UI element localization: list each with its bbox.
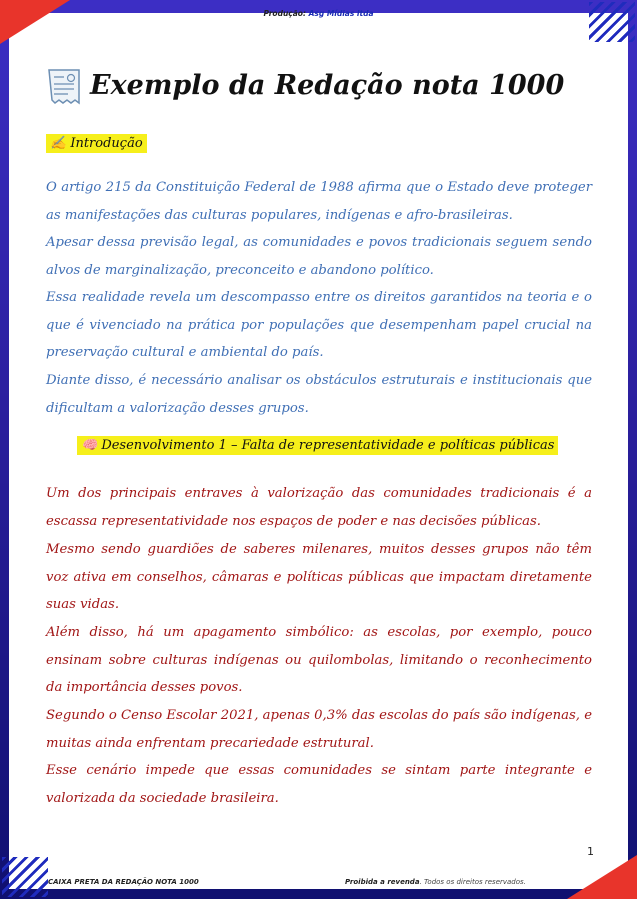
intro-paragraph: Essa realidade revela um descompasso entre os direitos garantidos na teoria e o que é vivenciado na prática por populações que desempenham papel crucial na preservação cultural e ambiental do país. bbox=[46, 290, 592, 361]
intro-paragraph: Apesar dessa previsão legal, as comunidades e povos tradicionais seguem sendo alvos de marginalização, preconceito e abandono político. bbox=[46, 235, 592, 278]
intro-paragraph: Diante disso, é necessário analisar os obstáculos estruturais e institucionais que dificultam a valorização desses grupos. bbox=[46, 373, 592, 416]
corner-decoration-red bbox=[567, 855, 637, 899]
production-credit bbox=[0, 9, 637, 18]
section-label-development-1: 🧠 Desenvolvimento 1 – Falta de representatividade e políticas públicas bbox=[77, 436, 558, 455]
development-paragraph: Além disso, há um apagamento simbólico: as escolas, por exemplo, pouco ensinam sobre culturas indígenas ou quilombolas, limitando o reconhecimento da importância desses povos. bbox=[46, 625, 592, 696]
development-paragraph: Um dos principais entraves à valorização das comunidades tradicionais é a escassa representatividade nos espaços de poder e nas decisões públicas. bbox=[46, 486, 592, 529]
production-prefix: Produção: bbox=[263, 9, 306, 18]
development-paragraph: Segundo o Censo Escolar 2021, apenas 0,3% das escolas do país são indígenas, e muitas ainda enfrentam precariedade estrutural. bbox=[46, 708, 592, 751]
production-brand: Asg Mídias ltda bbox=[308, 9, 374, 18]
development-paragraph: Esse cenário impede que essas comunidades se sintam parte integrante e valorizada da sociedade brasileira. bbox=[46, 763, 592, 806]
section-label-introduction: ✍️ Introdução bbox=[46, 134, 147, 153]
corner-decoration-red bbox=[0, 0, 70, 44]
footer-rights-rest: . Todos os direitos reservados. bbox=[419, 878, 526, 886]
corner-stripes-decoration bbox=[2, 857, 48, 897]
footer-rights bbox=[345, 878, 526, 886]
page-number: 1 bbox=[587, 845, 594, 858]
page-title: Exemplo da Redação nota 1000 bbox=[90, 70, 565, 101]
development-paragraph: Mesmo sendo guardiões de saberes milenares, muitos desses grupos não têm voz ativa em conselhos, câmaras e políticas públicas que impactam diretamente suas vidas. bbox=[46, 542, 592, 613]
footer-rights-bold: Proibida a revenda bbox=[345, 878, 420, 886]
corner-stripes-decoration bbox=[589, 2, 635, 42]
footer-title: CAIXA PRETA DA REDAÇÃO NOTA 1000 bbox=[48, 878, 199, 886]
intro-paragraph: O artigo 215 da Constituição Federal de 1988 afirma que o Estado deve proteger as manifestações das culturas populares, indígenas e afro-brasileiras. bbox=[46, 180, 592, 223]
receipt-icon bbox=[46, 67, 82, 109]
